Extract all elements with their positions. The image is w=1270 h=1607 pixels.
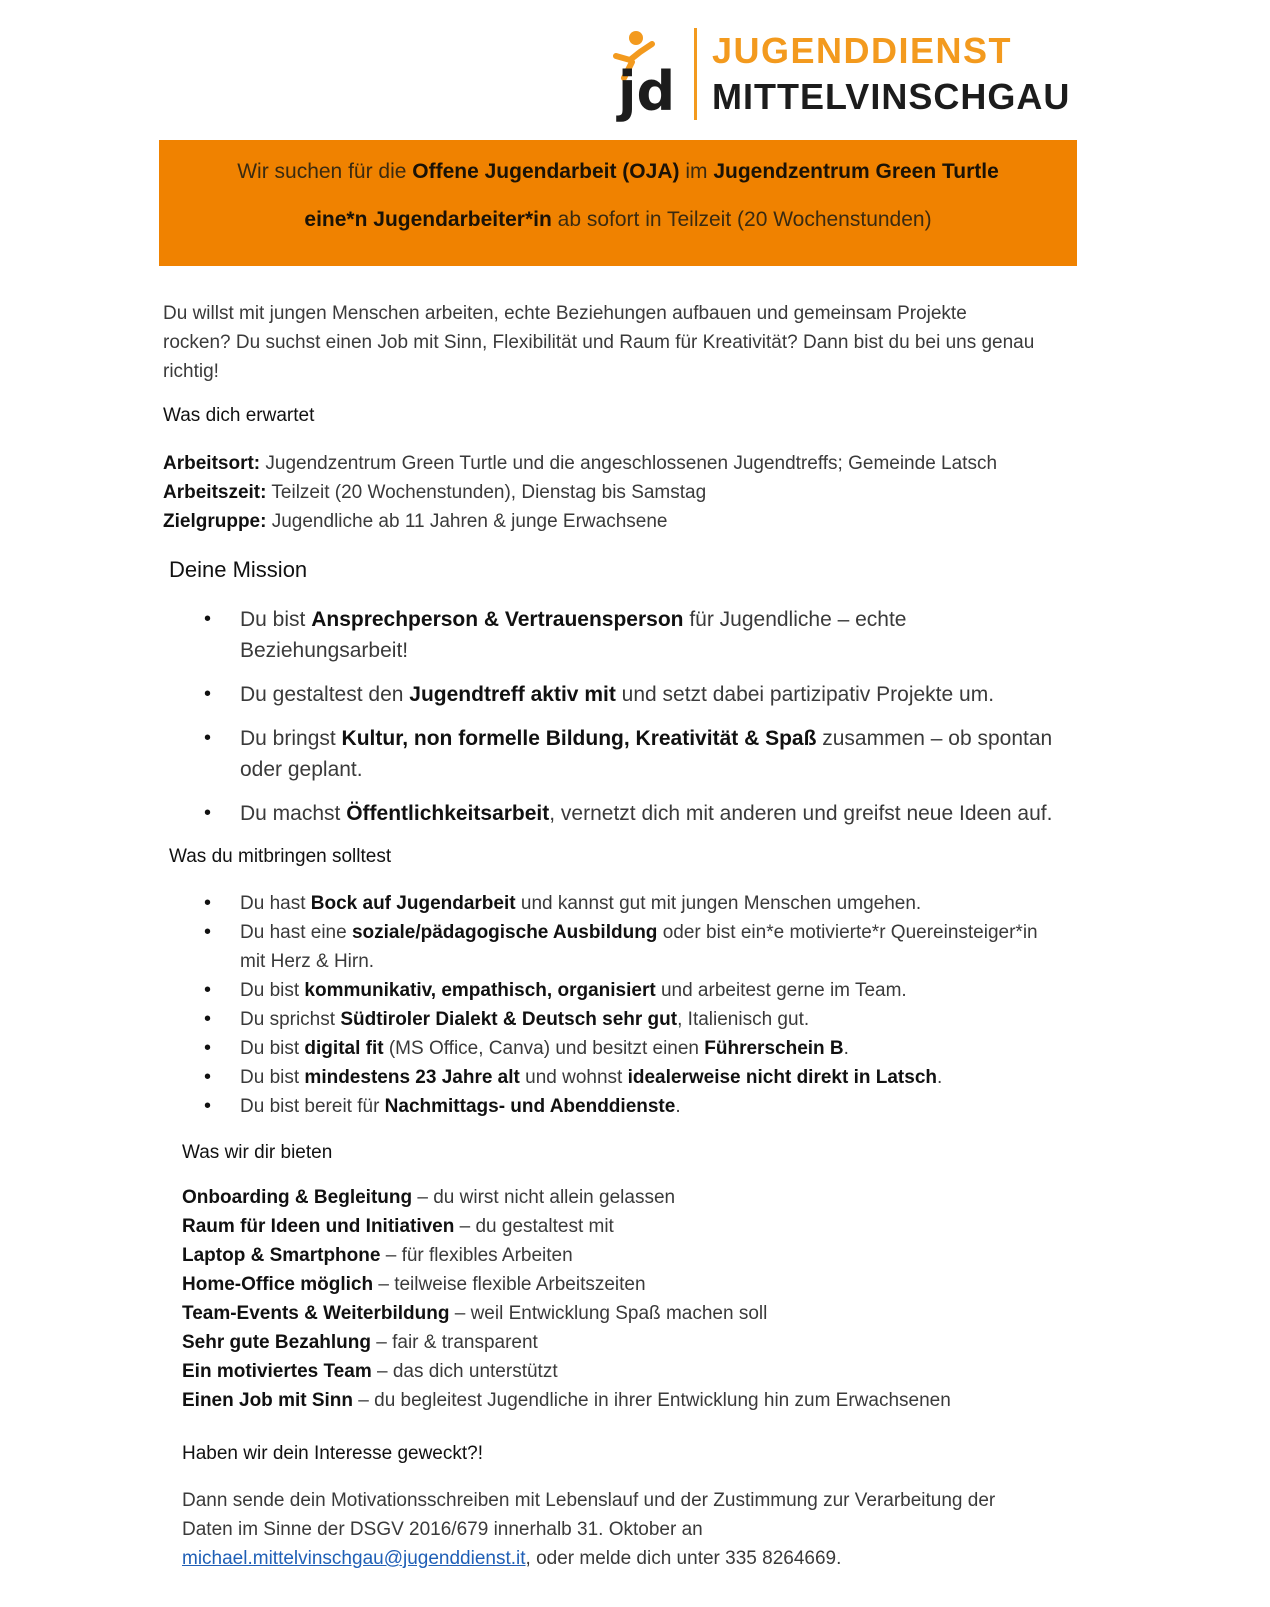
list-item: • Du bist Ansprechperson & Vertrauensperson für Jugendliche – echte Beziehungsarbeit! bbox=[240, 604, 1090, 666]
list-item: Laptop & Smartphone – für flexibles Arbeiten bbox=[182, 1245, 573, 1266]
target-group: Zielgruppe: Jugendliche ab 11 Jahren & junge Erwachsene bbox=[163, 511, 668, 532]
mission-heading: Deine Mission bbox=[169, 557, 308, 582]
contact-paragraph: Dann sende dein Motivationsschreiben mit Lebenslauf und der Zustimmung zur Verarbeitung der Daten im Sinne der DSGV 2016/679 innerhalb 31. Oktober an michael.mittelvinschgau@jugenddienst.it, oder melde dich unter 335 8264669. bbox=[182, 1490, 996, 1569]
intro-paragraph: Du willst mit jungen Menschen arbeiten, echte Beziehungen aufbauen und gemeinsam Projekte rocken? Du suchst einen Job mit Sinn, Flexibilität und Raum für Kreativität? Dann bist du bei uns genau richtig! bbox=[163, 303, 1035, 382]
list-item: Team-Events & Weiterbildung – weil Entwicklung Spaß machen soll bbox=[182, 1303, 768, 1324]
work-time: Arbeitszeit: Teilzeit (20 Wochenstunden), Dienstag bis Samstag bbox=[163, 482, 707, 503]
logo-divider bbox=[694, 28, 697, 120]
jd-logo-icon bbox=[612, 26, 688, 122]
list-item: • Du bist mindestens 23 Jahre alt und wohnst idealerweise nicht direkt in Latsch. bbox=[240, 1063, 1090, 1092]
list-item: Raum für Ideen und Initiativen – du gestaltest mit bbox=[182, 1216, 614, 1237]
list-item: Onboarding & Begleitung – du wirst nicht allein gelassen bbox=[182, 1187, 676, 1208]
list-item: • Du bist kommunikativ, empathisch, organisiert und arbeitest gerne im Team. bbox=[240, 976, 1090, 1005]
list-item: Einen Job mit Sinn – du begleitest Jugendliche in ihrer Entwicklung hin zum Erwachsenen bbox=[182, 1390, 951, 1411]
list-item: • Du machst Öffentlichkeitsarbeit, vernetzt dich mit anderen und greifst neue Ideen auf. bbox=[240, 798, 1090, 829]
contact-heading: Haben wir dein Interesse geweckt?! bbox=[182, 1443, 483, 1464]
expect-heading: Was dich erwartet bbox=[163, 405, 315, 426]
list-item: Home-Office möglich – teilweise flexible Arbeitszeiten bbox=[182, 1274, 646, 1295]
skills-list bbox=[240, 889, 1090, 1121]
logo bbox=[612, 26, 1072, 124]
work-location: Arbeitsort: Jugendzentrum Green Turtle und die angeschlossenen Jugendtreffs; Gemeinde Latsch bbox=[163, 453, 998, 474]
list-item: • Du hast eine soziale/pädagogische Ausbildung oder bist ein*e motivierte*r Quereinsteiger*in mit Herz & Hirn. bbox=[240, 918, 1090, 976]
logo-title: JUGENDDIENST bbox=[712, 30, 1013, 71]
list-item: Sehr gute Bezahlung – fair & transparent bbox=[182, 1332, 538, 1353]
email-link[interactable]: michael.mittelvinschgau@jugenddienst.it bbox=[182, 1548, 526, 1569]
banner-line-2: eine*n Jugendarbeiter*in ab sofort in Teilzeit (20 Wochenstunden) bbox=[304, 208, 932, 231]
list-item: • Du hast Bock auf Jugendarbeit und kannst gut mit jungen Menschen umgehen. bbox=[240, 889, 1090, 918]
mission-list bbox=[240, 604, 1090, 842]
list-item: • Du bringst Kultur, non formelle Bildung, Kreativität & Spaß zusammen – ob spontan oder geplant. bbox=[240, 723, 1090, 785]
skills-heading: Was du mitbringen solltest bbox=[169, 846, 392, 867]
expect-details bbox=[163, 449, 1083, 536]
list-item: • Du gestaltest den Jugendtreff aktiv mit und setzt dabei partizipativ Projekte um. bbox=[240, 679, 1090, 710]
offer-heading: Was wir dir bieten bbox=[182, 1142, 333, 1163]
logo-subtitle: MITTELVINSCHGAU bbox=[712, 76, 1071, 117]
list-item: • Du bist bereit für Nachmittags- und Abenddienste. bbox=[240, 1092, 1090, 1121]
banner-line-1: Wir suchen für die Offene Jugendarbeit (OJA) im Jugendzentrum Green Turtle bbox=[237, 160, 999, 183]
job-banner bbox=[159, 140, 1077, 266]
offer-list bbox=[182, 1183, 1082, 1415]
list-item: Ein motiviertes Team – das dich unterstützt bbox=[182, 1361, 558, 1382]
list-item: • Du bist digital fit (MS Office, Canva) und besitzt einen Führerschein B. bbox=[240, 1034, 1090, 1063]
list-item: • Du sprichst Südtiroler Dialekt & Deutsch sehr gut, Italienisch gut. bbox=[240, 1005, 1090, 1034]
logo-icon-letters: jd bbox=[618, 60, 676, 122]
